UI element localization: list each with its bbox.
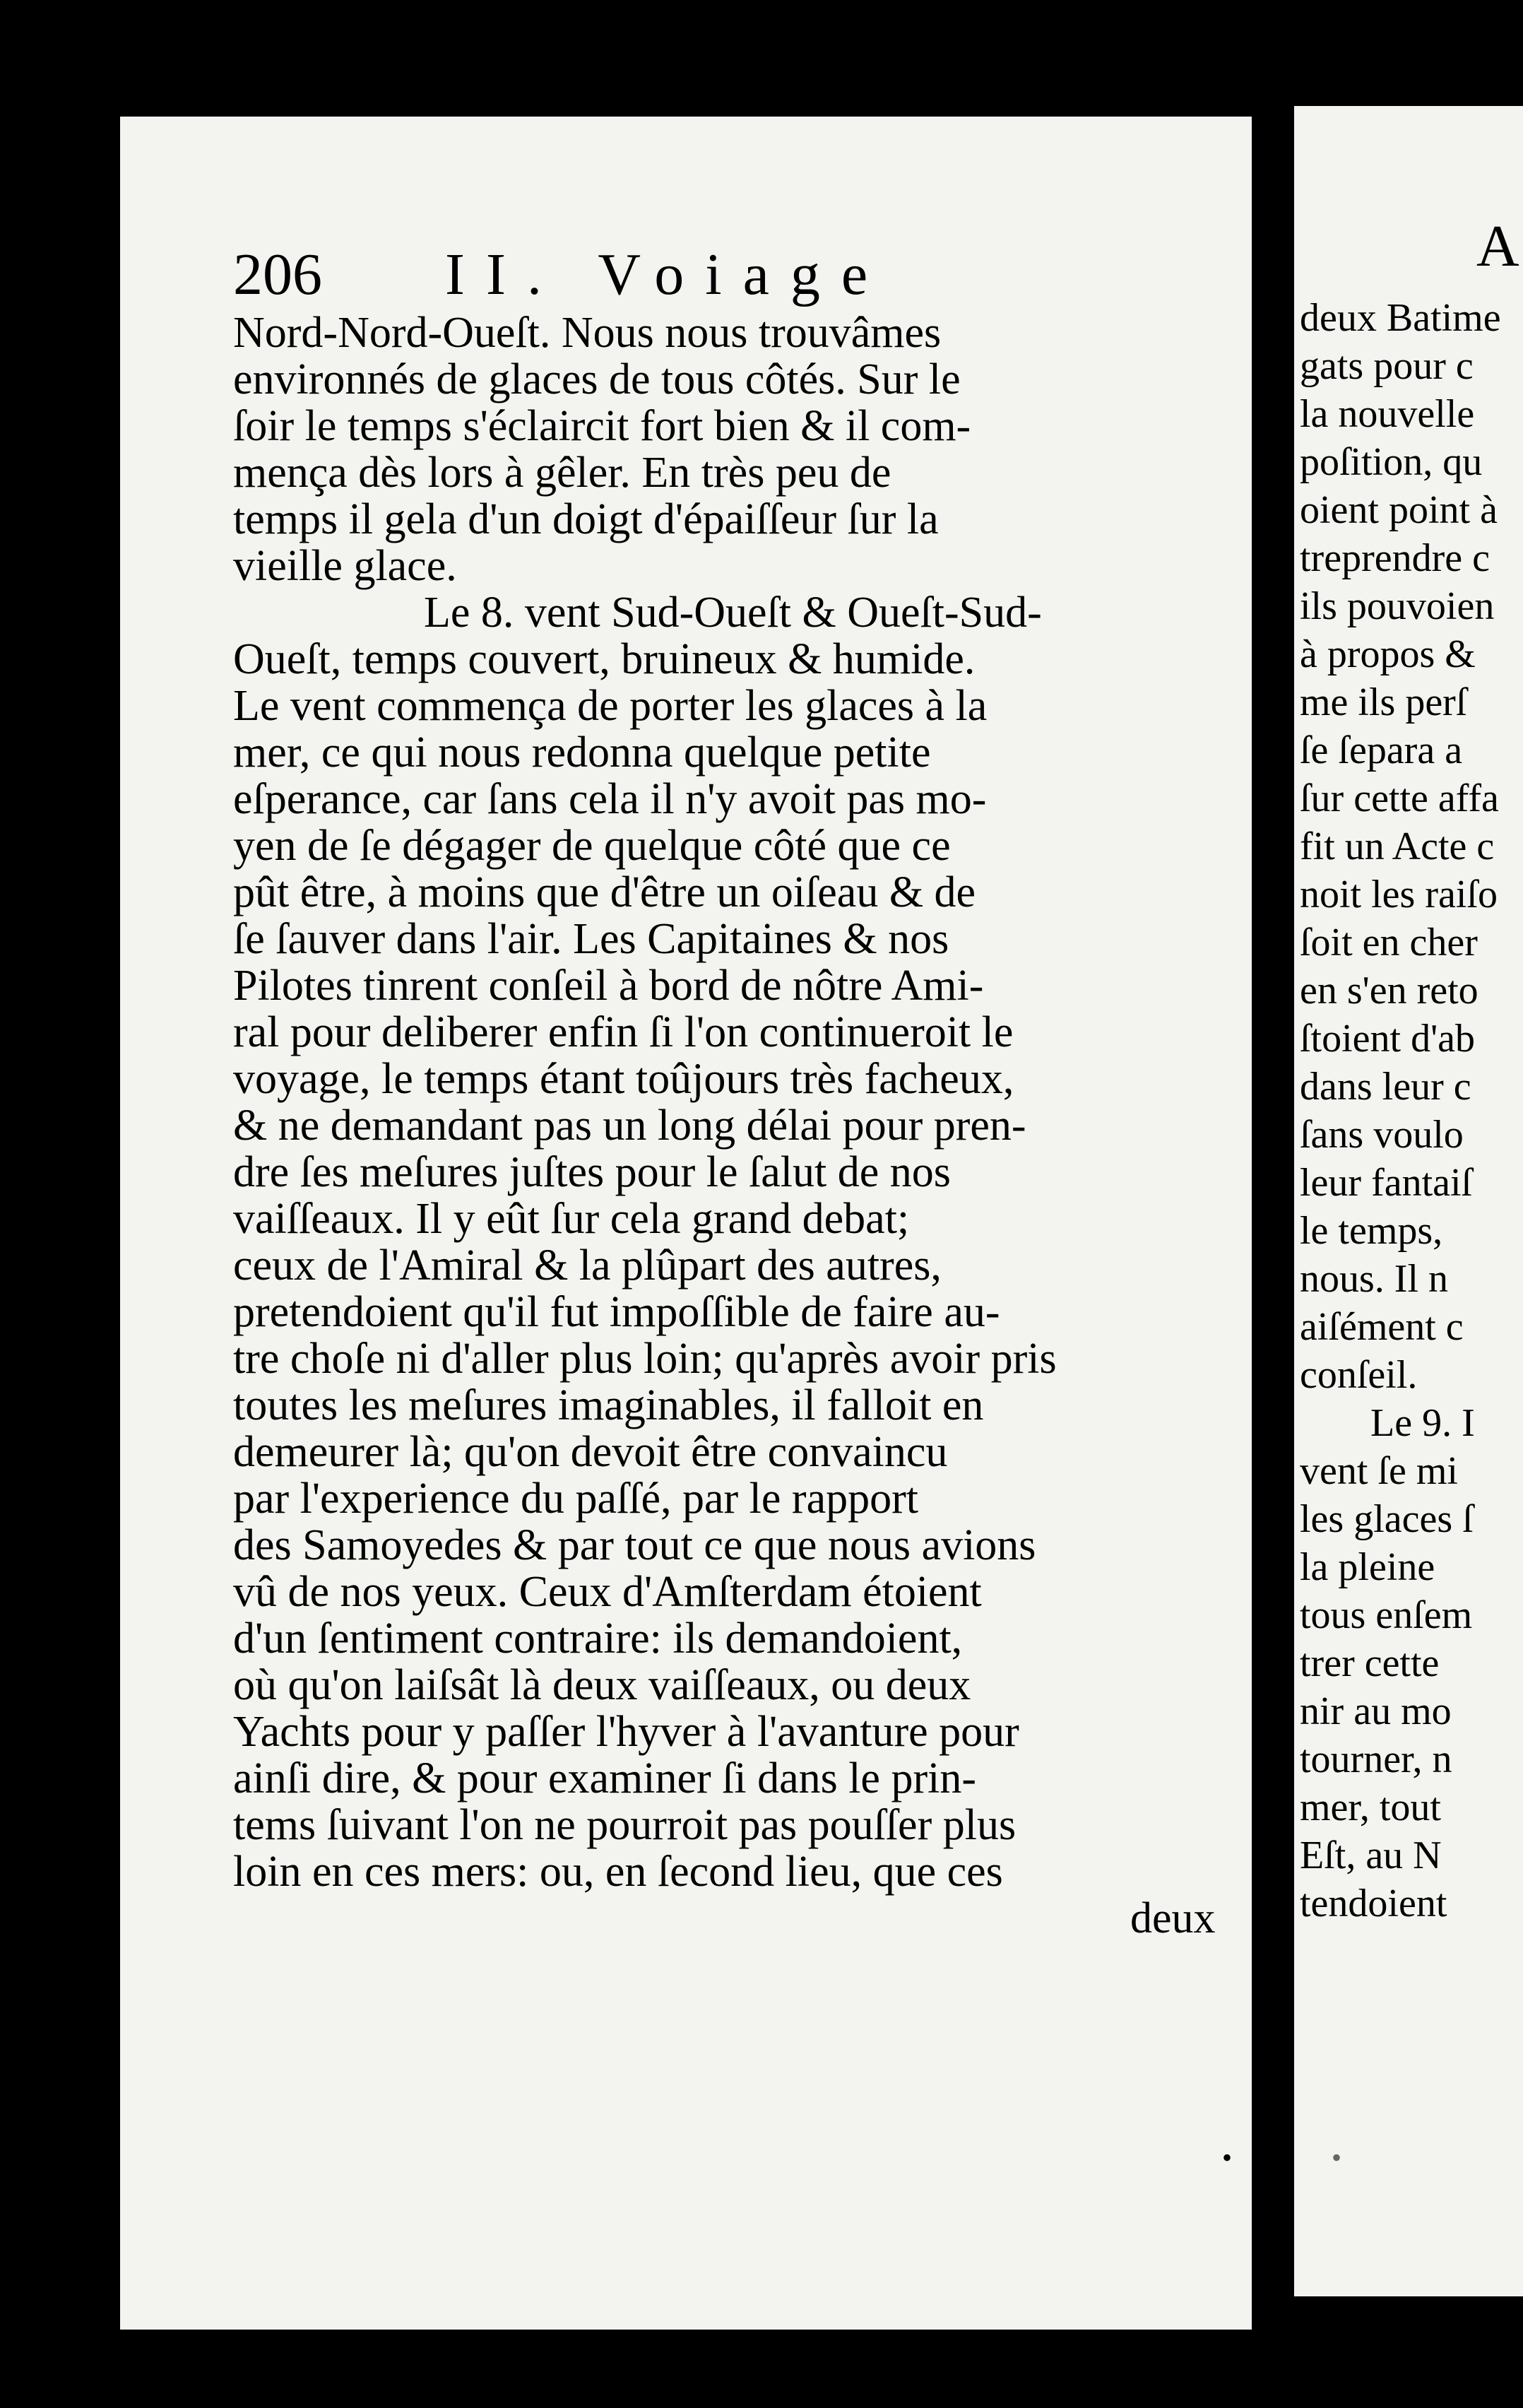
text-line: & ne demandant pas un long délai pour pren- <box>233 1102 1026 1150</box>
text-line: ils pouvoien <box>1300 584 1495 628</box>
text-line: tems ſuivant l'on ne pourroit pas pouſſer plus <box>233 1801 1017 1849</box>
text-line: Oueſt, temps couvert, bruineux & humide. <box>233 635 976 683</box>
text-line: deux Batime <box>1300 296 1501 340</box>
text-line: des Samoyedes & par tout ce que nous avions <box>233 1521 1036 1569</box>
text-line: la nouvelle <box>1300 392 1475 436</box>
text-line: Nord-Nord-Oueſt. Nous nous trouvâmes <box>233 309 942 357</box>
page-number: 206 <box>233 242 322 307</box>
text-line: loin en ces mers: ou, en ſecond lieu, que ces <box>233 1848 1003 1896</box>
running-title: II. Voiage <box>445 242 889 307</box>
page-gutter <box>1252 106 1294 2310</box>
text-line: vieille glace. <box>233 542 457 590</box>
text-line: toutes les meſures imaginables, il falloit en <box>233 1381 984 1429</box>
text-line: où qu'on laiſsât là deux vaiſſeaux, ou deux <box>233 1661 971 1709</box>
catchword: deux <box>1130 1894 1216 1942</box>
text-line: yen de ſe dégager de quelque côté que ce <box>233 822 951 870</box>
text-line: pût être, à moins que d'être un oiſeau & de <box>233 868 976 916</box>
text-line: oient point à <box>1300 488 1498 532</box>
text-line: aiſément c <box>1300 1305 1464 1349</box>
text-line: noit les raiſo <box>1300 873 1498 916</box>
text-line: Le 8. vent Sud-Oueſt & Oueſt-Sud- <box>424 589 1042 637</box>
text-line: ſans voulo <box>1300 1113 1464 1157</box>
text-line: treprendre c <box>1300 536 1490 580</box>
printer-mark: • <box>1332 2142 1342 2173</box>
text-line: ſe ſepara a <box>1300 728 1463 772</box>
text-line: Le 9. I <box>1370 1401 1475 1445</box>
text-line: mer, tout <box>1300 1786 1441 1829</box>
text-line: ſur cette affa <box>1300 777 1499 820</box>
text-line: temps il gela d'un doigt d'épaiſſeur ſur la <box>233 495 939 543</box>
text-line: d'un ſentiment contraire: ils demandoient, <box>233 1615 963 1663</box>
text-line: conſeil. <box>1300 1353 1418 1397</box>
text-line: ral pour deliberer enfin ſi l'on continueroit le <box>233 1008 1014 1056</box>
text-line: Eſt, au N <box>1300 1834 1442 1877</box>
text-line: nous. Il n <box>1300 1257 1448 1301</box>
text-line: la pleine <box>1300 1545 1435 1589</box>
text-line: ſoit en cher <box>1300 921 1478 964</box>
text-line: environnés de glaces de tous côtés. Sur le <box>233 355 961 403</box>
text-line: voyage, le temps étant toûjours très facheux, <box>233 1055 1014 1103</box>
printer-mark: • <box>1222 2142 1233 2173</box>
text-line: le temps, <box>1300 1209 1443 1253</box>
text-line: demeurer là; qu'on devoit être convaincu <box>233 1428 948 1476</box>
text-line: eſperance, car ſans cela il n'y avoit pas mo- <box>233 775 987 823</box>
text-line: mer, ce qui nous redonna quelque petite <box>233 728 931 777</box>
text-line: par l'experience du paſſé, par le rapport <box>233 1475 918 1523</box>
text-line: à propos & <box>1300 632 1476 676</box>
text-line: vû de nos yeux. Ceux d'Amſterdam étoient <box>233 1568 982 1616</box>
text-line: en s'en reto <box>1300 969 1478 1013</box>
text-line: Le vent commença de porter les glaces à la <box>233 682 988 730</box>
text-line: Pilotes tinrent conſeil à bord de nôtre Ami- <box>233 962 984 1010</box>
text-line: nir au mo <box>1300 1689 1452 1733</box>
right-running-head: A <box>1476 213 1519 279</box>
text-line: tre choſe ni d'aller plus loin; qu'après avoir pris <box>233 1335 1057 1383</box>
text-line: dans leur c <box>1300 1065 1471 1109</box>
text-line: ſtoient d'ab <box>1300 1017 1476 1061</box>
text-line: ceux de l'Amiral & la plûpart des autres, <box>233 1241 942 1289</box>
text-line: tous enſem <box>1300 1593 1473 1637</box>
text-line: poſition, qu <box>1300 440 1483 484</box>
text-line: ainſi dire, & pour examiner ſi dans le prin- <box>233 1754 976 1802</box>
text-line: vaiſſeaux. Il y eût ſur cela grand debat; <box>233 1195 910 1243</box>
text-line: ſoir le temps s'éclaircit fort bien & il com- <box>233 402 971 450</box>
text-line: trer cette <box>1300 1641 1440 1685</box>
text-line: Yachts pour y paſſer l'hyver à l'avanture pour <box>233 1708 1019 1756</box>
text-line: pretendoient qu'il fut impoſſible de faire au- <box>233 1288 1000 1336</box>
text-line: leur fantaiſ <box>1300 1161 1473 1205</box>
text-line: dre ſes meſures juſtes pour le ſalut de nos <box>233 1148 951 1196</box>
text-line: tourner, n <box>1300 1737 1452 1781</box>
text-line: les glaces ſ <box>1300 1497 1474 1541</box>
text-line: vent ſe mi <box>1300 1449 1458 1493</box>
text-line: gats pour c <box>1300 344 1474 388</box>
text-line: ſe ſauver dans l'air. Les Capitaines & nos <box>233 915 949 963</box>
text-line: me ils perſ <box>1300 680 1467 724</box>
text-line: tendoient <box>1300 1882 1447 1925</box>
text-line: mença dès lors à gêler. En très peu de <box>233 449 891 497</box>
text-line: fit un Acte c <box>1300 825 1495 868</box>
